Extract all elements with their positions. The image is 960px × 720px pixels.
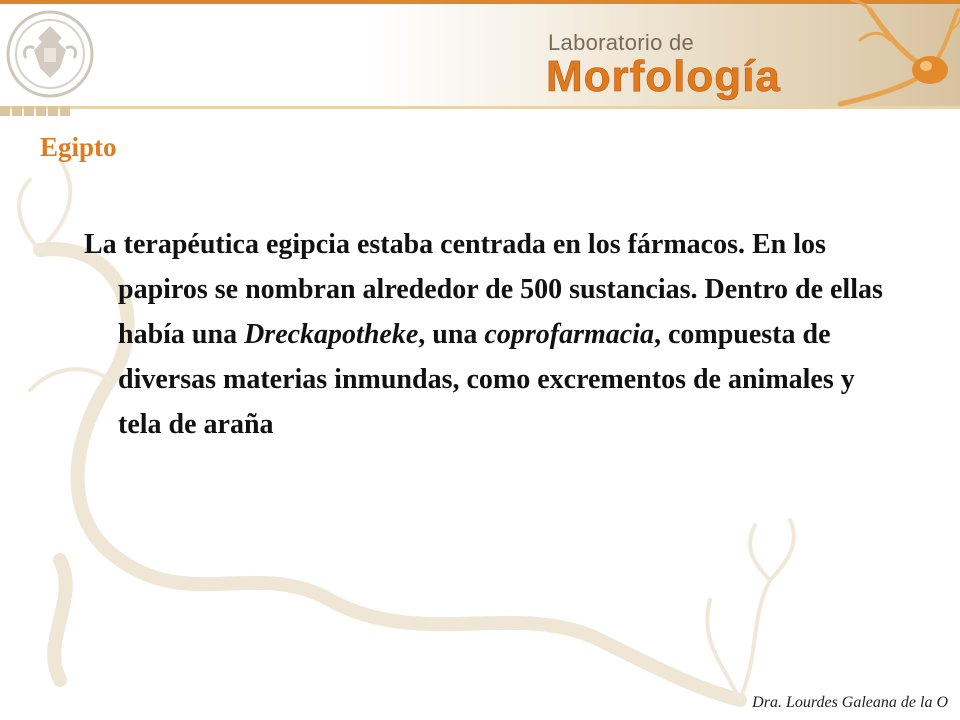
logo-line-small: Laboratorio de [548,30,695,55]
body-text-part1: La terapéutica egipcia estaba centrada en los fármacos. En los papiros se nombran alrededor de 500 sustancias. Dentro de ellas había una [84,229,883,350]
footer-author: Dra. Lourdes Galeana de la O [752,694,948,711]
slide-title: Egipto [40,132,117,162]
slide-body [84,222,884,447]
university-seal-icon [4,8,96,100]
header-banner [0,0,960,108]
header-squares [0,106,72,116]
body-term-coprofarmacia: coprofarmacia [484,319,654,350]
body-text-part2: , una [418,319,485,350]
body-term-dreckapotheke: Dreckapotheke [244,319,419,350]
body-text-part3: , compuesta de diversas materias inmundas, como excrementos de animales y tela de araña [118,319,855,440]
body-paragraph [84,222,884,447]
neuron-icon [780,0,960,108]
logo-line-big: Morfología [546,52,781,101]
